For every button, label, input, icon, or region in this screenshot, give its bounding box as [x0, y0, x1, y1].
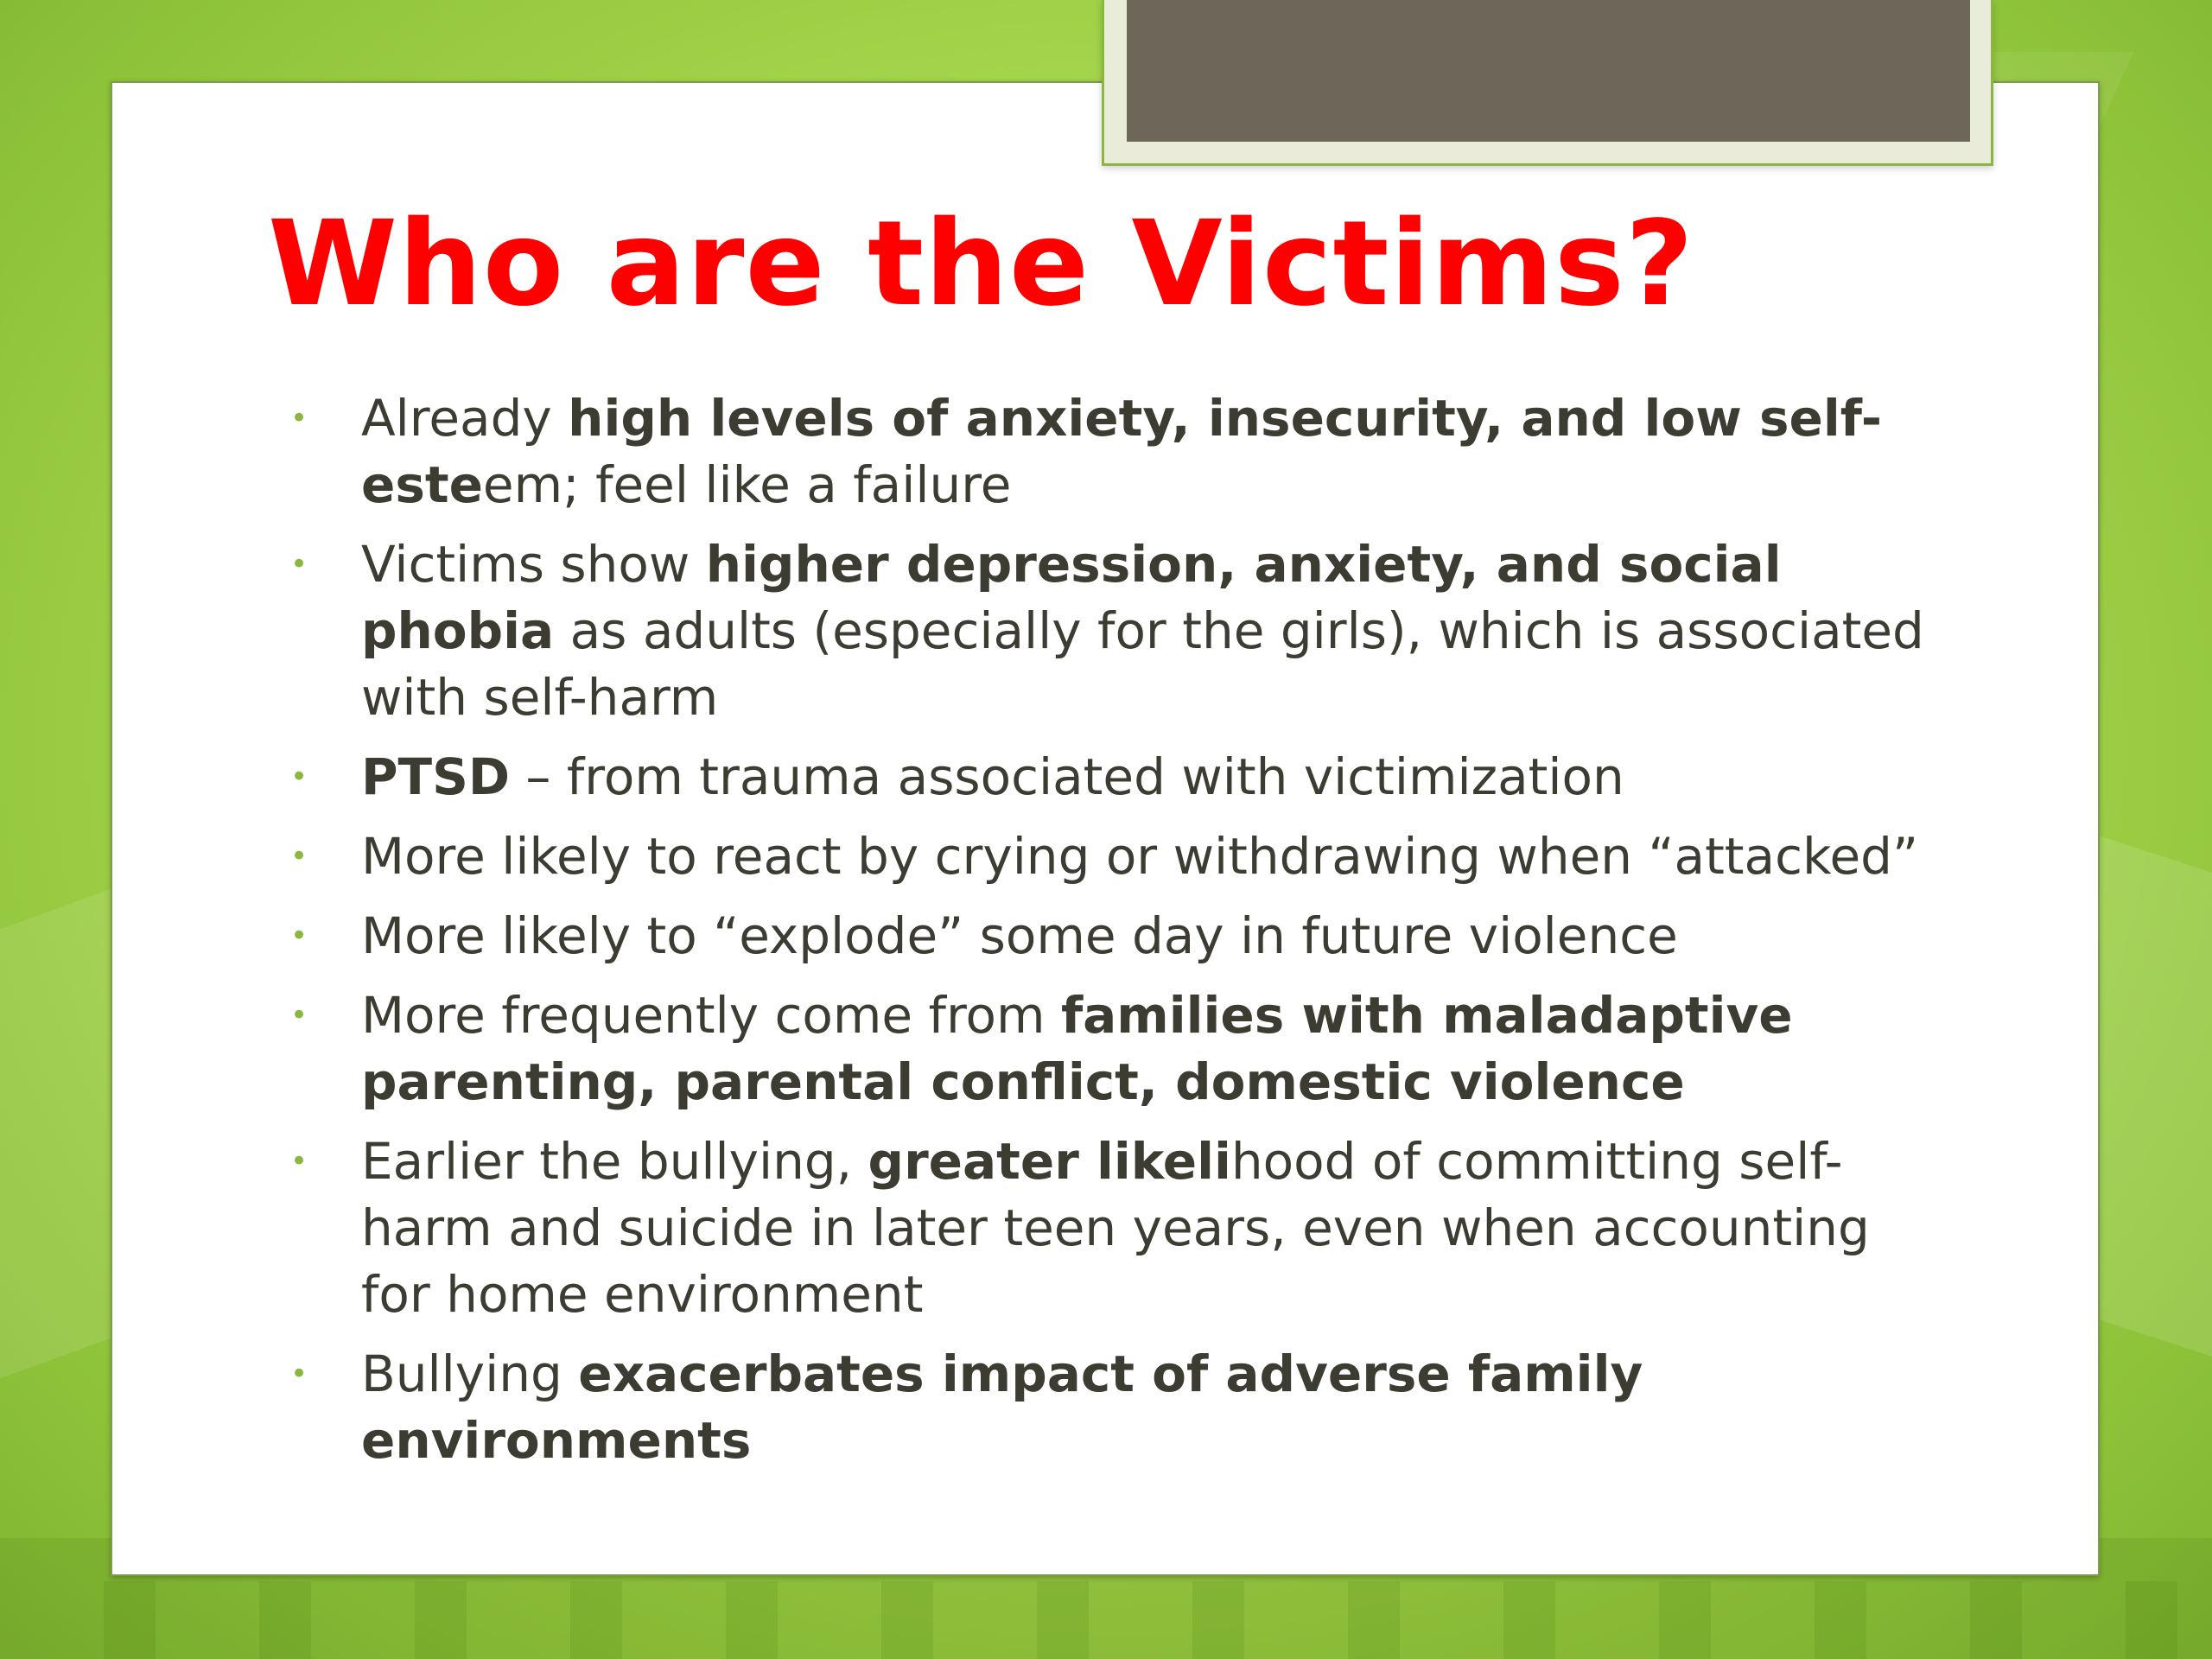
- bullet-dot-icon: •: [290, 998, 308, 1033]
- bullet-text: Victims show: [361, 535, 706, 594]
- bullet-text: Bullying: [361, 1344, 579, 1403]
- bullet-text: More likely to “explode” some day in future violence: [361, 906, 1678, 965]
- background-stripe: [881, 1581, 933, 1659]
- background-stripe: [570, 1581, 622, 1659]
- bullet-dot-icon: •: [290, 1144, 308, 1179]
- bullet-dot-icon: •: [290, 918, 308, 953]
- bullet-text: as adults (especially for the girls), which is associated with self-harm: [361, 601, 1924, 727]
- background-facet: [2091, 833, 2212, 1378]
- background-stripe: [726, 1581, 778, 1659]
- bullet-item: [285, 1341, 1927, 1474]
- bullet-dot-icon: •: [290, 1357, 308, 1391]
- slide-title: Who are the Victims?: [268, 196, 1694, 333]
- bullet-dot-icon: •: [290, 401, 308, 435]
- bullet-dot-icon: •: [290, 760, 308, 794]
- background-stripe: [1659, 1581, 1711, 1659]
- background-stripe: [1037, 1581, 1089, 1659]
- bullet-text: More frequently come from: [361, 986, 1061, 1045]
- bullet-text-bold: greater likeli: [868, 1132, 1231, 1191]
- bullet-dot-icon: •: [290, 547, 308, 582]
- background-stripe: [259, 1581, 311, 1659]
- bullet-item: [285, 385, 1927, 518]
- bullet-text: – from trauma associated with victimization: [510, 747, 1624, 806]
- bullet-item: [285, 982, 1927, 1116]
- bullet-item: [285, 903, 1927, 969]
- bullet-text-bold: exacerbates impact of adverse family environments: [361, 1344, 1643, 1470]
- background-stripe: [1348, 1581, 1400, 1659]
- background-stripe: [2126, 1581, 2177, 1659]
- background-stripe: [1970, 1581, 2022, 1659]
- bullet-text-bold: higher depression, anxiety, and social phobia: [361, 535, 1782, 660]
- bullet-item: [285, 531, 1927, 731]
- bullet-item: [285, 744, 1927, 810]
- bullet-dot-icon: •: [290, 839, 308, 874]
- photo-placeholder: [1127, 0, 1970, 142]
- bullet-text: Already: [361, 389, 569, 448]
- bullet-item: [285, 823, 1927, 890]
- background-stripe: [1815, 1581, 1866, 1659]
- background-stripe: [415, 1581, 467, 1659]
- background-stripe: [1192, 1581, 1244, 1659]
- photo-frame: [1102, 0, 1993, 166]
- bullet-text: More likely to react by crying or withdrawing when “attacked”: [361, 827, 1919, 886]
- bullet-text: Earlier the bullying,: [361, 1132, 868, 1191]
- bullet-text: em; feel like a failure: [482, 455, 1012, 514]
- bullet-item: [285, 1128, 1927, 1328]
- bullet-text-bold: families with maladaptive parenting, parental conflict, domestic violence: [361, 986, 1793, 1111]
- bullet-list: [285, 385, 1927, 1487]
- background-stripe: [1503, 1581, 1555, 1659]
- bullet-text-bold: high levels of anxiety, insecurity, and low self-este: [361, 389, 1883, 514]
- background-stripe: [104, 1581, 156, 1659]
- bullet-text-bold: PTSD: [361, 747, 510, 806]
- bullet-text: hood of committing self-harm and suicide in later teen years, even when accounting for home environment: [361, 1132, 1870, 1324]
